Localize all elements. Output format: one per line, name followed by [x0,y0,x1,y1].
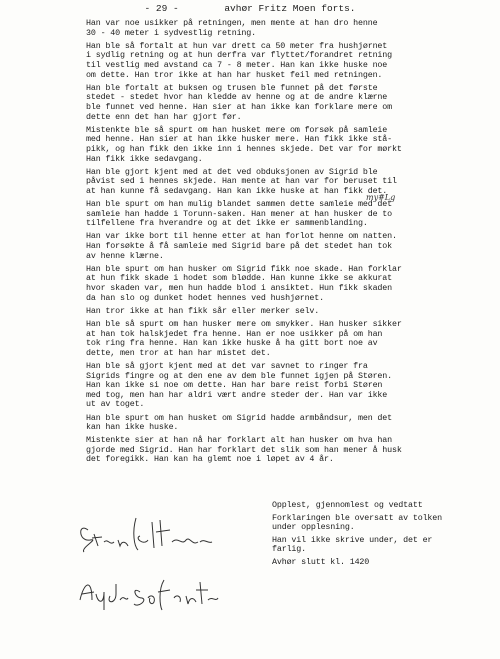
statement-paragraph [86,414,498,433]
text-line: Mistenkte ble så spurt om han husket mere om forsøk på samleie [86,124,388,135]
text-line: dette enn det han har gjort før. [86,111,242,122]
text-line: Han var ikke bort til henne etter at han forlot henne om natten. [86,231,397,242]
text-line: Opplest, gjennomlest og vedtatt [272,500,423,510]
text-line: Han ble så spurt om han husker mere om smykker. Han husker sikker [86,318,402,329]
text-line: at han kunne få sedavgang. Han kan ikke huske at han fikk det. [86,185,388,196]
closing-paragraph [272,536,498,555]
text-line: av henne klærne. [86,250,164,261]
text-line: til vestlig med avstand ca 7 - 8 meter. Han kan ikke huske noe [86,59,388,70]
statement-paragraph [86,84,498,122]
signature-2 [70,570,220,616]
closing-block [272,501,498,571]
text-line: det foregikk. Han kan ha glemt noe i løpet av 4 år. [86,454,334,465]
text-line: gjorde med Sigrid. Han har forklart det slik som han mener å husk [86,444,402,455]
text-line: med henne. Han sier at han ikke husker mere. Han fikk ikke stå- [86,134,392,145]
statement-paragraph [86,42,498,80]
text-line: pikk, og han fikk den ikke inn i hennes skjede. Det var for mørkt [86,143,402,154]
closing-paragraph [272,501,498,511]
statement-paragraph [86,307,498,317]
text-line: i sydlig retning og at hun derfra var flyttet/forandret retning [86,50,392,61]
statement-paragraph [86,362,498,410]
text-line: at hun fikk skade i hodet som blødde. Han kunne ikke se akkurat [86,273,392,284]
statement-paragraph [86,200,498,229]
text-line: 30 - 40 meter i sydvestlig retning. [86,27,256,38]
text-line: dette, men tror at han har mistet det. [86,347,271,358]
text-line: Han ble så gjort kjent med at det var savnet to ringer fra [86,360,368,371]
statement-body [86,19,498,469]
text-line: Mistenkte sier at han nå har forklart alt han husker om hva han [86,435,392,446]
text-line: Han forsøkte å få samleie med Sigrid bare på det stedet han tok [86,241,392,252]
text-line: med tog, men han har aldri vært andre steder der. Han var ikke [86,389,388,400]
text-line: Han vil ikke skrive under, det er [272,534,433,545]
text-line: tok ring fra henne. Han kan ikke huske å ha gitt bort noe av [86,338,378,349]
text-line: at han tok halskjedet fra henne. Han er noe usikker på om han [86,328,383,339]
statement-paragraph [86,320,498,358]
text-line: samleie han hadde i Torunn-saken. Han mener at han husker de to [86,208,392,219]
text-line: farlig. [272,544,306,555]
text-line: Han var noe usikker på retningen, men mente at han dro henne [86,18,378,28]
text-line: Han ble spurt om han husket om Sigrid hadde armbåndsur, men det [86,412,392,423]
text-line: ut av toget. [86,399,145,410]
text-line: stedet - stedet hvor han kledde av henne og at de andre klærne [86,92,388,103]
text-line: da han slo og dunket hodet hennes ved hushjørnet. [86,292,324,303]
text-line: Han fikk ikke sedavgang. [86,153,203,164]
text-line: Han ble spurt om han husker om Sigrid fikk noe skade. Han forklar [86,263,402,274]
statement-paragraph [86,265,498,303]
text-line: Han kan ikke si noe om dette. Han har bare reist forbi Støren [86,380,383,391]
text-line: påvist sed i hennes skjede. Han mente at han var for beruset til [86,176,397,187]
text-line: kan han ikke huske. [86,422,179,433]
closing-paragraph [272,514,498,533]
handwritten-margin-note: my#Lg [366,193,396,202]
text-line: Han ble spurt om han mulig blandet sammen dette samleie med det [86,199,392,210]
page-header: - 29 - avhør Fritz Moen forts. [144,3,356,14]
text-line: Avhør slutt kl. 1420 [272,556,370,567]
text-line: Han tror ikke at han fikk sår eller merker selv. [86,305,320,316]
text-line: Han ble fortalt at buksen og trusen ble funnet på det første [86,82,378,93]
signature-1 [74,512,224,558]
text-line: Sigrids fingre og at den ene av dem ble funnet igjen på Støren. [86,370,392,381]
statement-paragraph [86,436,498,465]
text-line: Forklaringen ble oversatt av tolken [272,512,442,523]
text-line: under opplesning. [272,522,355,533]
text-line: Han ble så fortalt at hun var drett ca 50 meter fra hushjørnet [86,40,388,51]
statement-paragraph [86,19,498,38]
text-line: hvor skaden var, men hun hadde blod i ansiktet. Hun fikk skaden [86,283,392,293]
closing-paragraph [272,558,498,568]
text-line: om dette. Han tror ikke at han har husket feil med retningen. [86,69,383,80]
statement-paragraph [86,168,498,197]
text-line: tilfellene fra hverandre og at det ikke er sammenblanding. [86,218,368,229]
text-line: Han ble gjort kjent med at det ved obduksjonen av Sigrid ble [86,166,378,177]
statement-paragraph [86,126,498,164]
statement-paragraph [86,232,498,261]
text-line: ble funnet ved henne. Han sier at han ikke kan forklare mere om [86,101,392,112]
